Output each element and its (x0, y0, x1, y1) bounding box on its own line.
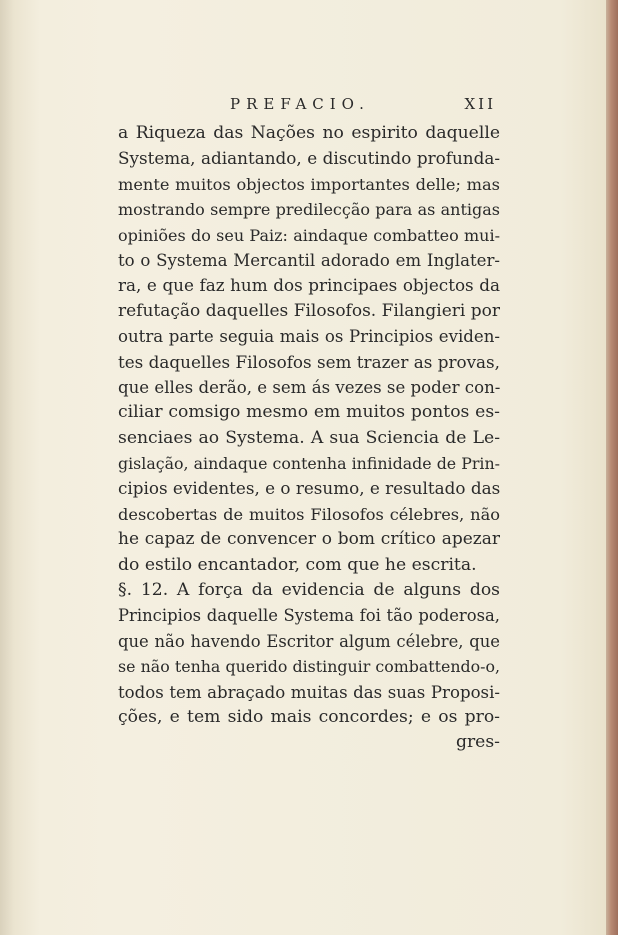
text-line: descobertas de muitos Filosofos célebres, não (118, 504, 500, 524)
text-line: mostrando sempre predilecção para as antigas (118, 200, 500, 220)
text-line: Principios daquelle Systema foi tão poderosa, (118, 606, 500, 626)
running-head-title: PREFACIO. (230, 95, 370, 113)
page-number: XII (464, 95, 496, 113)
text-line: Systema, adiantando, e discutindo profunda- (118, 148, 500, 169)
text-line: to o Systema Mercantil adorado em Inglater- (118, 250, 500, 270)
text-line: gislação, aindaque contenha infinidade de Prin- (118, 454, 500, 474)
running-head (118, 95, 500, 121)
text-line: ciliar comsigo mesmo em muitos pontos es- (118, 402, 500, 423)
text-line: mente muitos objectos importantes delle; mas (118, 174, 500, 194)
text-line: cipios evidentes, e o resumo, e resultado das (118, 478, 501, 499)
text-line: senciaes ao Systema. A sua Sciencia de Le- (118, 427, 500, 448)
text-line: que elles derão, e sem ás vezes se poder con- (118, 377, 501, 397)
text-line: ra, e que faz hum dos principaes objectos da (118, 275, 500, 296)
text-line: que não havendo Escritor algum célebre, que (118, 631, 500, 651)
catchword: gres- (455, 732, 500, 753)
page-text-block (118, 95, 500, 756)
text-line: opiniões do seu Paiz: aindaque combatteo mui- (118, 225, 500, 245)
text-line: do estilo encantador, com que he escrita. (118, 554, 477, 575)
text-line: refutação daquelles Filosofos. Filangieri por (118, 300, 500, 321)
text-line: he capaz de convencer o bom crítico apezar (118, 529, 500, 550)
text-line: ções, e tem sido mais concordes; e os pro- (118, 706, 500, 727)
text-line: se não tenha querido distinguir combattendo-o, (118, 657, 500, 677)
text-line: tes daquelles Filosofos sem trazer as provas, (118, 351, 500, 372)
section-12-start: §. 12. A força da evidencia de alguns dos (118, 580, 500, 601)
text-line: a Riqueza das Nações no espirito daquelle (118, 123, 500, 143)
page-edge (606, 0, 618, 935)
text-line: todos tem abraçado muitas das suas Proposi- (118, 682, 500, 702)
text-line: outra parte seguia mais os Principios eviden- (118, 327, 500, 347)
